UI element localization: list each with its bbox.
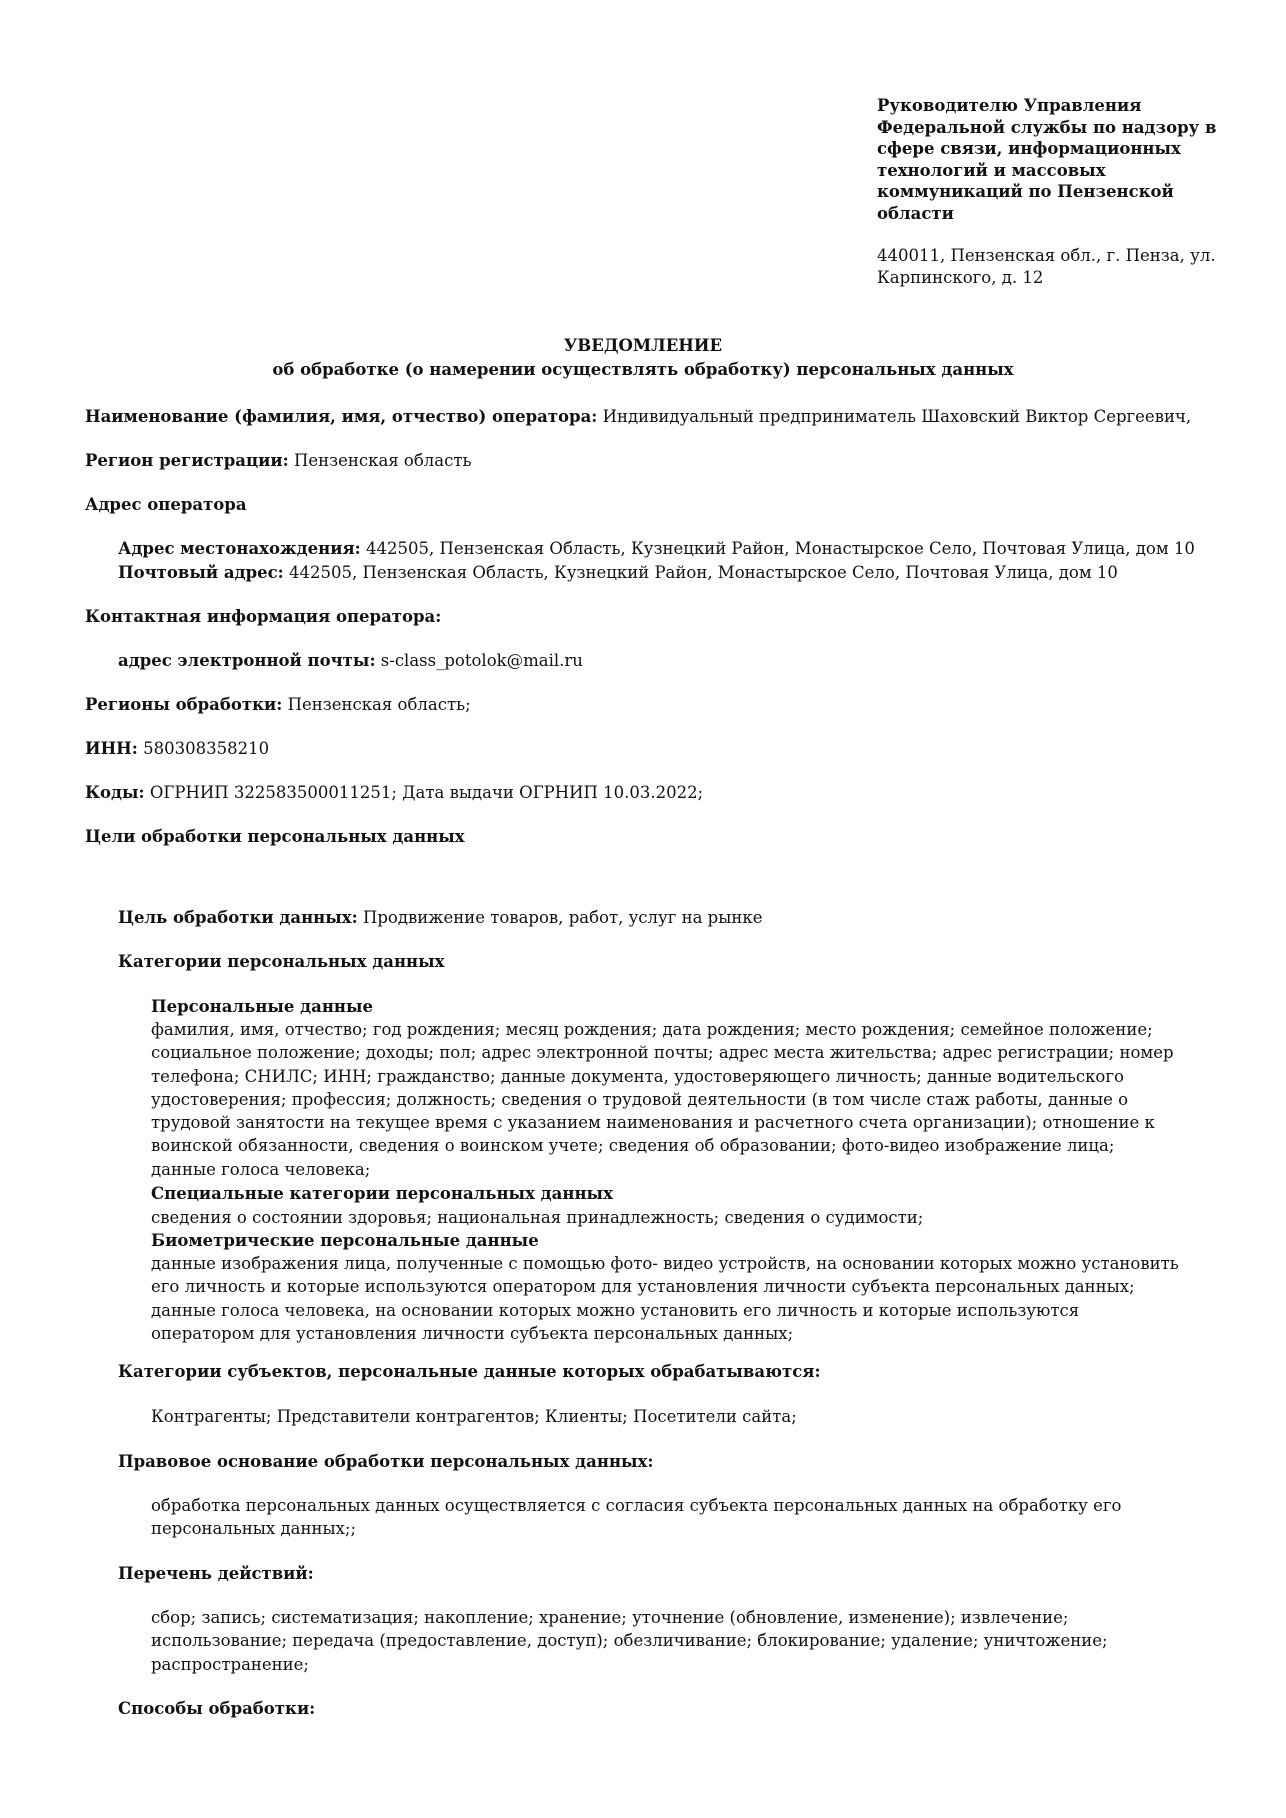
subjects-heading: Категории субъектов, персональные данные которых обрабатываются: xyxy=(118,1362,821,1381)
location-address-value: 442505, Пензенская Область, Кузнецкий Район, Монастырское Село, Почтовая Улица, дом 10 xyxy=(360,539,1195,558)
actions-text: сбор; запись; систематизация; накопление; хранение; уточнение (обновление, изменение); извлечение; использование; передача (предоставление, доступ); обезличивание; блокирование; удаление; уничтожение; распространение; xyxy=(151,1608,1108,1674)
purpose-row xyxy=(118,906,762,929)
personal-data-text: фамилия, имя, отчество; год рождения; месяц рождения; дата рождения; место рождения; семейное положение; социальное положение; доходы; пол; адрес электронной почты; адрес места жительства; адрес регистрации; номер телефона; СНИЛС; ИНН; гражданство; данные документа, удостоверяющего личность; данные водительского удостоверения; профессия; должность; сведения о трудовой деятельности (в том числе стаж работы, данные о трудовой занятости на текущее время с указанием наименования и расчетного счета организации); отношение к воинской обязанности, сведения о воинском учете; сведения об образовании; фото-видео изображение лица; данные голоса человека; xyxy=(151,1020,1174,1179)
registration-region-row xyxy=(85,449,471,472)
processing-regions-row xyxy=(85,693,471,716)
processing-regions-value: Пензенская область; xyxy=(282,695,471,714)
postal-address-label: Почтовый адрес: xyxy=(118,563,284,582)
operator-name-value: Индивидуальный предприниматель Шаховский Виктор Сергеевич, xyxy=(597,407,1192,426)
codes-value: ОГРНИП 322583500011251; Дата выдачи ОГРНИП 10.03.2022; xyxy=(144,783,704,802)
legal-basis-text: обработка персональных данных осуществляется с согласия субъекта персональных данных на обработку его персональных данных;; xyxy=(151,1496,1122,1539)
subjects-text: Контрагенты; Представители контрагентов; Клиенты; Посетители сайта; xyxy=(151,1407,797,1426)
data-categories-heading: Категории персональных данных xyxy=(118,952,445,971)
purpose-value: Продвижение товаров, работ, услуг на рынке xyxy=(357,908,763,927)
operator-address-heading: Адрес оператора xyxy=(85,495,247,514)
operator-name-row xyxy=(85,405,1191,428)
methods-heading: Способы обработки: xyxy=(118,1699,316,1718)
addressee-title: Руководителю Управления Федеральной службы по надзору в сфере связи, информационных технологий и массовых коммуникаций по Пензенской области xyxy=(877,96,1217,223)
actions-heading: Перечень действий: xyxy=(118,1564,314,1583)
document-subtitle: об обработке (о намерении осуществлять обработку) персональных данных xyxy=(272,360,1014,379)
special-categories-text: сведения о состоянии здоровья; национальная принадлежность; сведения о судимости; xyxy=(151,1208,924,1227)
biometric-data-heading: Биометрические персональные данные xyxy=(151,1231,539,1250)
contact-info-heading: Контактная информация оператора: xyxy=(85,607,442,626)
codes-label: Коды: xyxy=(85,783,145,802)
biometric-data-text: данные изображения лица, полученные с помощью фото- видео устройств, на основании которых можно установить его личность и которые используются оператором для установления личности субъекта персональных данных; данные голоса человека, на основании которых можно установить его личность и которые используются оператором для установления личности субъекта персональных данных; xyxy=(151,1254,1179,1343)
postal-address-row xyxy=(118,561,1118,584)
personal-data-heading: Персональные данные xyxy=(151,997,374,1016)
purposes-heading: Цели обработки персональных данных xyxy=(85,827,465,846)
email-label: адрес электронной почты: xyxy=(118,651,376,670)
document-title: УВЕДОМЛЕНИЕ xyxy=(563,336,723,355)
purpose-label: Цель обработки данных: xyxy=(118,908,358,927)
special-categories-heading: Специальные категории персональных данных xyxy=(151,1184,613,1203)
operator-name-label: Наименование (фамилия, имя, отчество) оператора: xyxy=(85,407,598,426)
addressee-block xyxy=(877,95,1222,288)
registration-region-label: Регион регистрации: xyxy=(85,451,289,470)
legal-basis-heading: Правовое основание обработки персональных данных: xyxy=(118,1452,654,1471)
location-address-row xyxy=(118,537,1195,560)
codes-row xyxy=(85,781,703,804)
postal-address-value: 442505, Пензенская Область, Кузнецкий Район, Монастырское Село, Почтовая Улица, дом 10 xyxy=(283,563,1118,582)
processing-regions-label: Регионы обработки: xyxy=(85,695,283,714)
inn-value: 580308358210 xyxy=(137,739,270,758)
registration-region-value: Пензенская область xyxy=(288,451,472,470)
location-address-label: Адрес местонахождения: xyxy=(118,539,361,558)
email-value: s-class_potolok@mail.ru xyxy=(375,651,583,670)
addressee-address: 440011, Пензенская обл., г. Пенза, ул. Карпинского, д. 12 xyxy=(877,246,1216,287)
email-row xyxy=(118,649,583,672)
inn-row xyxy=(85,737,269,760)
inn-label: ИНН: xyxy=(85,739,138,758)
